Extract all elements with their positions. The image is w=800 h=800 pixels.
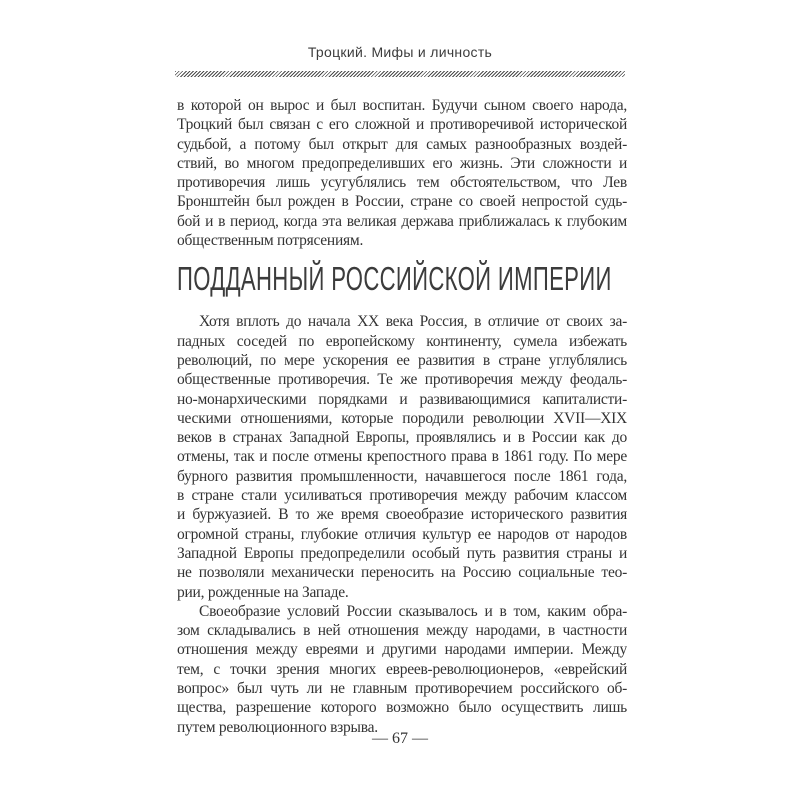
text-line: тем, с точки зрения многих евреев-революционеров, «еврейский [177, 660, 627, 678]
text-line: революций, по мере ускорения ее развития в стране углублялись [177, 351, 627, 369]
text-line: огромной страны, глубокие отличия культур ее народов от народов [177, 525, 627, 543]
paragraph-2 [177, 312, 627, 601]
text-line: отношения между евреями и другими народами империи. Между [177, 641, 627, 659]
text-line: не позволяли механически переносить на Россию социальные тео- [177, 564, 627, 582]
running-header: Троцкий. Мифы и личность [307, 44, 493, 60]
section-heading [177, 262, 627, 296]
text-line: и буржуазией. В то же время своеобразие исторического развития [177, 506, 627, 524]
text-line: бурного развития промышленности, начавшегося после 1861 года, [177, 467, 627, 485]
text-line: ствий, во многом предопределивших его жизнь. Эти сложности и [177, 154, 627, 172]
text-line: но-монархическими порядками и развивающимися капиталисти- [177, 390, 627, 408]
section-heading-text: ПОДДАННЫЙ РОССИЙСКОЙ ИМПЕРИИ [177, 260, 612, 298]
text-line: противоречия лишь усугублялись тем обстоятельством, что Лев [177, 174, 627, 192]
text-line: вопрос» был чуть ли не главным противоречием российского об- [177, 680, 627, 698]
text-line: Бронштейн был рожден в России, стране со своей непростой судь- [177, 193, 627, 211]
paragraph-3 [177, 602, 627, 737]
text-line: общественным потрясениям. [177, 232, 364, 250]
text-line: Своеобразие условий России сказывалось и в том, каким обра- [199, 602, 627, 620]
paragraph-1 [177, 96, 627, 250]
text-line: падных соседей по европейскому континенту, сумела избежать [177, 332, 627, 350]
text-line: судьбой, а потому был открыт для самых разнообразных воздей- [177, 135, 627, 153]
header-divider-rule [175, 71, 625, 77]
text-line: в которой он вырос и был воспитан. Будучи сыном своего народа, [177, 97, 627, 114]
text-line: Троцкий был связан с его сложной и противоречивой исторической [177, 116, 627, 134]
page-body [177, 96, 627, 737]
text-line: отмены, так и после отмены крепостного права в 1861 году. По мере [177, 448, 627, 466]
text-line: в стране стали усиливаться противоречия между рабочим классом [177, 487, 627, 505]
text-line: Западной Европы предопределили особый путь развития страны и [177, 544, 627, 562]
text-line: ческими отношениями, которые породили революции XVII—XIX [177, 409, 627, 427]
text-line: путем революционного взрыва. [177, 718, 378, 736]
text-line: бой и в период, когда эта великая держава приближалась к глубоким [177, 212, 627, 230]
text-line: зом складывались в ней отношения между народами, в частности [177, 622, 627, 640]
text-line: общественные противоречия. Те же противоречия между феодаль- [177, 371, 627, 389]
text-line: Хотя вплоть до начала XX века Россия, в отличие от своих за- [199, 313, 627, 331]
text-line: щества, разрешение которого возможно было осуществить лишь [177, 699, 627, 717]
page-number: — 67 — [372, 730, 428, 747]
text-line: рии, рожденные на Западе. [177, 583, 349, 601]
text-line: веков в странах Западной Европы, проявлялись и в России как до [177, 429, 627, 447]
